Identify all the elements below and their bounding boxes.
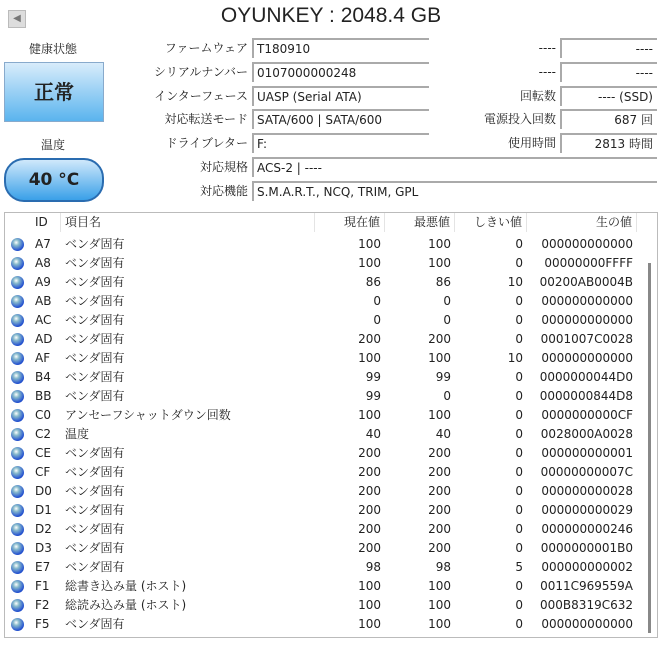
info-value: ACS-2 | ---- bbox=[252, 157, 657, 177]
table-row[interactable] bbox=[5, 311, 641, 330]
info-label: ファームウェア bbox=[164, 41, 248, 55]
table-cell: C0 bbox=[35, 408, 52, 422]
table-cell: 200 bbox=[428, 541, 451, 555]
table-cell: 000000000028 bbox=[541, 484, 633, 498]
table-cell: 40 bbox=[435, 427, 451, 441]
status-good-icon bbox=[11, 542, 24, 555]
info-label: 対応機能 bbox=[199, 184, 248, 198]
table-cell: 000000000000 bbox=[541, 294, 633, 308]
table-cell: 100 bbox=[358, 237, 381, 251]
table-cell: ベンダ固有 bbox=[65, 465, 125, 479]
table-cell: 86 bbox=[365, 275, 381, 289]
table-row[interactable] bbox=[5, 596, 641, 615]
table-cell: 99 bbox=[365, 389, 381, 403]
status-good-icon bbox=[11, 409, 24, 422]
table-cell: 200 bbox=[358, 541, 381, 555]
table-cell: 0 bbox=[515, 389, 523, 403]
table-cell: ベンダ固有 bbox=[65, 313, 125, 327]
health-status-button[interactable]: 正常 bbox=[4, 62, 104, 122]
table-cell: B4 bbox=[35, 370, 51, 384]
table-row[interactable] bbox=[5, 501, 641, 520]
status-good-icon bbox=[11, 466, 24, 479]
table-cell: 100 bbox=[428, 351, 451, 365]
table-cell: 100 bbox=[358, 598, 381, 612]
info-right-label: 電源投入回数 bbox=[483, 112, 556, 126]
status-good-icon bbox=[11, 447, 24, 460]
table-cell: A9 bbox=[35, 275, 51, 289]
table-cell: 000000000000 bbox=[541, 313, 633, 327]
table-cell: 99 bbox=[365, 370, 381, 384]
table-cell: E7 bbox=[35, 560, 51, 574]
table-cell: AD bbox=[35, 332, 53, 346]
status-good-icon bbox=[11, 276, 24, 289]
table-row[interactable] bbox=[5, 425, 641, 444]
status-good-icon bbox=[11, 314, 24, 327]
table-cell: 200 bbox=[358, 332, 381, 346]
table-cell: 200 bbox=[428, 522, 451, 536]
table-cell: ベンダ固有 bbox=[65, 522, 125, 536]
table-cell: 0 bbox=[515, 294, 523, 308]
table-cell: D2 bbox=[35, 522, 52, 536]
table-cell: 0 bbox=[515, 427, 523, 441]
table-cell: 98 bbox=[435, 560, 451, 574]
table-cell: 0 bbox=[515, 332, 523, 346]
vertical-scrollbar[interactable] bbox=[648, 263, 651, 633]
table-row[interactable] bbox=[5, 235, 641, 254]
info-value: UASP (Serial ATA) bbox=[252, 86, 429, 106]
table-cell: 総書き込み量 (ホスト) bbox=[65, 579, 187, 593]
table-cell: A8 bbox=[35, 256, 51, 270]
table-cell: 00000000FFFF bbox=[544, 256, 633, 270]
table-cell: 0 bbox=[515, 465, 523, 479]
table-cell: 100 bbox=[358, 408, 381, 422]
table-cell: 0028000A0028 bbox=[540, 427, 633, 441]
table-cell: 200 bbox=[428, 484, 451, 498]
column-header[interactable]: 項目名 bbox=[65, 213, 315, 232]
table-cell: 200 bbox=[358, 446, 381, 460]
table-cell: 温度 bbox=[65, 427, 90, 441]
table-cell: 200 bbox=[428, 465, 451, 479]
table-cell: 0 bbox=[515, 579, 523, 593]
table-row[interactable] bbox=[5, 520, 641, 539]
table-cell: AF bbox=[35, 351, 51, 365]
table-cell: F5 bbox=[35, 617, 50, 631]
column-header[interactable]: ID bbox=[35, 213, 61, 232]
table-cell: 0 bbox=[515, 484, 523, 498]
table-cell: 000B8319C632 bbox=[540, 598, 633, 612]
table-row[interactable] bbox=[5, 577, 641, 596]
table-cell: 000000000000 bbox=[541, 237, 633, 251]
status-good-icon bbox=[11, 352, 24, 365]
table-cell: 0000000001B0 bbox=[540, 541, 633, 555]
table-cell: 0 bbox=[515, 598, 523, 612]
table-cell: 10 bbox=[507, 351, 523, 365]
table-cell: 100 bbox=[358, 256, 381, 270]
table-cell: 000000000029 bbox=[541, 503, 633, 517]
table-cell: 0 bbox=[373, 313, 381, 327]
table-row[interactable] bbox=[5, 368, 641, 387]
table-cell: 200 bbox=[428, 446, 451, 460]
table-cell: CE bbox=[35, 446, 51, 460]
status-good-icon bbox=[11, 238, 24, 251]
table-cell: 86 bbox=[435, 275, 451, 289]
table-cell: 0 bbox=[515, 522, 523, 536]
table-cell: 100 bbox=[428, 579, 451, 593]
status-good-icon bbox=[11, 295, 24, 308]
status-good-icon bbox=[11, 580, 24, 593]
table-cell: 000000000000 bbox=[541, 617, 633, 631]
table-cell: 98 bbox=[365, 560, 381, 574]
info-right-label: 回転数 bbox=[519, 89, 556, 103]
info-value: F: bbox=[252, 133, 429, 153]
info-value: S.M.A.R.T., NCQ, TRIM, GPL bbox=[252, 181, 657, 201]
info-right-label: ---- bbox=[538, 65, 556, 79]
table-cell: 0 bbox=[443, 313, 451, 327]
table-cell: ベンダ固有 bbox=[65, 370, 125, 384]
table-cell: 200 bbox=[428, 503, 451, 517]
table-cell: 0011C969559A bbox=[540, 579, 633, 593]
status-good-icon bbox=[11, 504, 24, 517]
table-cell: ベンダ固有 bbox=[65, 560, 125, 574]
temperature-label: 温度 bbox=[40, 138, 65, 152]
table-row[interactable] bbox=[5, 463, 641, 482]
table-cell: ベンダ固有 bbox=[65, 332, 125, 346]
table-cell: BB bbox=[35, 389, 52, 403]
table-cell: 総読み込み量 (ホスト) bbox=[65, 598, 187, 612]
info-label: 対応転送モード bbox=[164, 112, 248, 126]
info-value: SATA/600 | SATA/600 bbox=[252, 109, 429, 129]
status-good-icon bbox=[11, 599, 24, 612]
table-row[interactable] bbox=[5, 387, 641, 406]
table-row[interactable] bbox=[5, 539, 641, 558]
table-row[interactable] bbox=[5, 558, 641, 577]
table-cell: 40 bbox=[365, 427, 381, 441]
status-good-icon bbox=[11, 257, 24, 270]
table-cell: 200 bbox=[428, 332, 451, 346]
table-cell: 200 bbox=[358, 484, 381, 498]
table-cell: 0 bbox=[373, 294, 381, 308]
table-header bbox=[5, 213, 641, 232]
table-cell: ベンダ固有 bbox=[65, 446, 125, 460]
info-value: 0107000000248 bbox=[252, 62, 429, 82]
table-cell: 000000000000 bbox=[541, 351, 633, 365]
table-cell: 0 bbox=[515, 408, 523, 422]
column-header[interactable]: しきい値 bbox=[459, 213, 527, 232]
table-cell: ベンダ固有 bbox=[65, 484, 125, 498]
table-cell: 200 bbox=[358, 522, 381, 536]
table-cell: 5 bbox=[515, 560, 523, 574]
status-good-icon bbox=[11, 561, 24, 574]
column-header[interactable]: 現在値 bbox=[315, 213, 385, 232]
info-right-value: ---- (SSD) bbox=[560, 86, 657, 106]
info-label: ドライブレター bbox=[165, 136, 248, 150]
status-good-icon bbox=[11, 618, 24, 631]
table-cell: 0 bbox=[443, 389, 451, 403]
table-row[interactable] bbox=[5, 444, 641, 463]
table-cell: F1 bbox=[35, 579, 50, 593]
table-cell: 0 bbox=[515, 313, 523, 327]
table-cell: 000000000001 bbox=[541, 446, 633, 460]
info-value: T180910 bbox=[252, 38, 429, 58]
table-cell: ベンダ固有 bbox=[65, 294, 125, 308]
table-cell: ベンダ固有 bbox=[65, 503, 125, 517]
table-cell: A7 bbox=[35, 237, 51, 251]
table-cell: アンセーフシャットダウン回数 bbox=[65, 408, 231, 422]
table-cell: 100 bbox=[358, 351, 381, 365]
table-cell: C2 bbox=[35, 427, 52, 441]
table-cell: 100 bbox=[358, 617, 381, 631]
table-cell: AC bbox=[35, 313, 52, 327]
temperature-button[interactable]: 40 °C bbox=[4, 158, 104, 202]
table-cell: 0000000844D8 bbox=[539, 389, 633, 403]
table-cell: 0 bbox=[443, 294, 451, 308]
table-cell: D0 bbox=[35, 484, 52, 498]
column-header[interactable]: 最悪値 bbox=[389, 213, 455, 232]
table-cell: CF bbox=[35, 465, 51, 479]
table-cell: AB bbox=[35, 294, 52, 308]
table-cell: 10 bbox=[507, 275, 523, 289]
table-cell: ベンダ固有 bbox=[65, 237, 125, 251]
table-cell: 100 bbox=[428, 617, 451, 631]
column-header[interactable]: 生の値 bbox=[531, 213, 637, 232]
table-cell: D1 bbox=[35, 503, 52, 517]
status-good-icon bbox=[11, 523, 24, 536]
table-cell: 0 bbox=[515, 370, 523, 384]
info-label: インターフェース bbox=[154, 89, 248, 103]
table-cell: 99 bbox=[435, 370, 451, 384]
status-good-icon bbox=[11, 485, 24, 498]
table-cell: ベンダ固有 bbox=[65, 389, 125, 403]
table-row[interactable] bbox=[5, 406, 641, 425]
info-label: 対応規格 bbox=[199, 160, 248, 174]
info-right-value: ---- bbox=[560, 62, 657, 82]
triangle-left-icon: ◀ bbox=[13, 13, 21, 24]
table-cell: 100 bbox=[358, 579, 381, 593]
table-cell: ベンダ固有 bbox=[65, 351, 125, 365]
table-cell: 000000000246 bbox=[541, 522, 633, 536]
table-row[interactable] bbox=[5, 482, 641, 501]
table-cell: ベンダ固有 bbox=[65, 617, 125, 631]
table-cell: D3 bbox=[35, 541, 52, 555]
table-row[interactable] bbox=[5, 330, 641, 349]
info-right-label: ---- bbox=[538, 41, 556, 55]
table-cell: 200 bbox=[358, 465, 381, 479]
table-cell: 00000000007C bbox=[540, 465, 633, 479]
info-right-value: 687 回 bbox=[560, 109, 657, 129]
table-cell: 000000000002 bbox=[541, 560, 633, 574]
info-label: シリアルナンバー bbox=[153, 65, 248, 79]
table-cell: ベンダ固有 bbox=[65, 541, 125, 555]
status-good-icon bbox=[11, 371, 24, 384]
table-row[interactable] bbox=[5, 292, 641, 311]
table-cell: 0 bbox=[515, 237, 523, 251]
status-good-icon bbox=[11, 390, 24, 403]
table-cell: 0000000000CF bbox=[541, 408, 633, 422]
table-cell: 0 bbox=[515, 503, 523, 517]
info-right-value: ---- bbox=[560, 38, 657, 58]
table-cell: 200 bbox=[358, 503, 381, 517]
table-cell: F2 bbox=[35, 598, 50, 612]
table-row[interactable] bbox=[5, 273, 641, 292]
table-cell: 00200AB0004B bbox=[539, 275, 633, 289]
info-right-label: 使用時間 bbox=[507, 136, 556, 150]
health-label: 健康状態 bbox=[28, 42, 77, 56]
table-cell: 0 bbox=[515, 541, 523, 555]
table-cell: 0 bbox=[515, 256, 523, 270]
table-cell: 0 bbox=[515, 617, 523, 631]
table-cell: 100 bbox=[428, 256, 451, 270]
disk-title: OYUNKEY : 2048.4 GB bbox=[220, 4, 442, 27]
table-cell: 0001007C0028 bbox=[540, 332, 633, 346]
smart-table[interactable] bbox=[4, 212, 658, 638]
table-cell: 100 bbox=[428, 598, 451, 612]
table-cell: ベンダ固有 bbox=[65, 275, 125, 289]
info-right-value: 2813 時間 bbox=[560, 133, 657, 153]
table-row[interactable] bbox=[5, 349, 641, 368]
status-good-icon bbox=[11, 428, 24, 441]
table-cell: 100 bbox=[428, 237, 451, 251]
table-cell: 0 bbox=[515, 446, 523, 460]
table-row[interactable] bbox=[5, 254, 641, 273]
table-cell: ベンダ固有 bbox=[65, 256, 125, 270]
table-cell: 100 bbox=[428, 408, 451, 422]
status-good-icon bbox=[11, 333, 24, 346]
table-row[interactable] bbox=[5, 615, 641, 634]
table-cell: 0000000044D0 bbox=[539, 370, 633, 384]
